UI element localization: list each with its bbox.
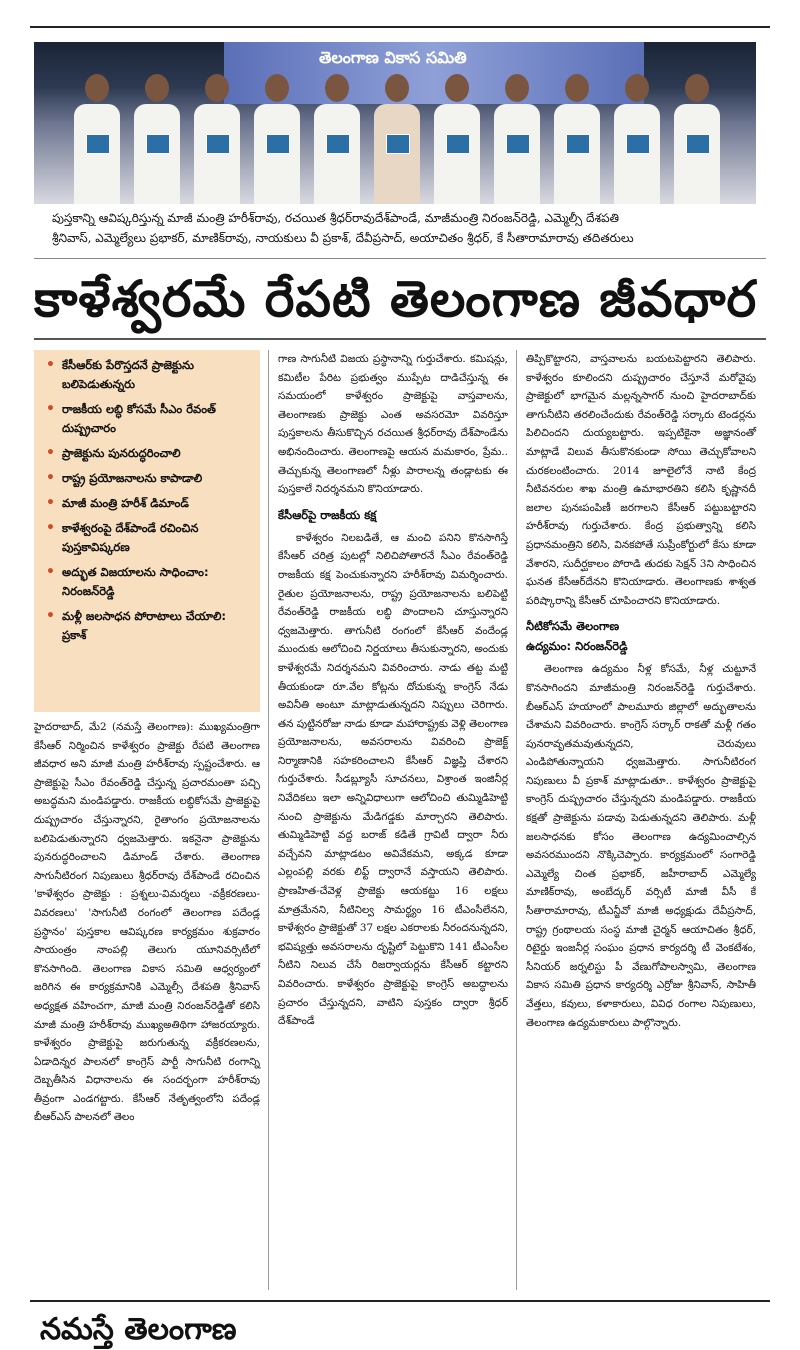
next-headline-cutoff: నమస్తే తెలంగాణ <box>40 1312 237 1347</box>
article-paragraph: కాళేశ్వరం నిలబడితే, ఆ మంచి పనిని కొనసాగిస్తే కేసీఆర్ చరిత్ర పుటల్లో నిలిచిపోతారనే సీఎం రేవంత్‌రెడ్డి రాజకీయ కక్ష పెంచుకున్నారని హరీశ్‌రావు విమర్శించారు. రైతుల ప్రయోజనాలను, రాష్ట్ర ప్రయోజనాలను బలిపెట్టి రేవంత్‌రెడ్డి రాజకీయ లబ్ధి పొందాలని చూస్తున్నారని ధ్వజమెత్తారు. తాగునీటి రంగంలో కేసీఆర్ వందేండ్ల ముందుకు ఆలోచించి నిర్ణయాలు తీసుకున్నారని, అందుకు కాళేశ్వరమే నిదర్శనమని వివరించారు. నాడు తట్ట మట్టి తీయకుండా రూ.వేల కోట్లను దోచుకున్న కాంగ్రెస్ నేడు అవినీతి అంటూ మాట్లాడుతున్నదని నిప్పులు చెరిగారు. తన పుట్టినరోజు నాడు కూడా మహారాష్ట్రకు వెళ్లి తెలంగాణ ప్రయోజనాలను, అవసరాలను వివరించి ప్రాజెక్ట్ నిర్మాణానికి సహకరించాలని కేసీఆర్ విజ్ఞప్తి చేశారని గుర్తుచేశారు. సీడబ్ల్యూసీ సూచనలు, విశ్రాంత ఇంజినీర్ల నివేదికలు ఇలా అన్నివిధాలుగా ఆలోచించి తుమ్మిడిహెట్టి నుంచి ప్రాజెక్టును మేడిగడ్డకు మార్చారని తెలిపారు. తుమ్మిడిహెట్టి వద్ద బరాజ్ కడితే గ్రావిటీ ద్వారా నీరు వచ్చేవని మాట్లాడటం అవివేకమని, అక్కడ కూడా ఎల్లంపల్లి వరకు లిఫ్ట్ ద్వారానే వస్తాయని తెలిపారు. ప్రాణహిత-చేవెళ్ల ప్రాజెక్టు ఆయకట్టు 16 లక్షలు మాత్రమేనని, నీటినిల్వ సామర్థ్యం 16 టీఎంసీలేనని, కాళేశ్వరం ప్రాజెక్టుతో 37 లక్షల ఎకరాలకు నీరందనున్నదని, భవిష్యత్తు అవసరాలను దృష్టిలో పెట్టుకొని 141 టీఎంసీల నీటిని నిలువ చేసే రిజర్వాయర్లను కేసీఆర్ కట్టారని వివరించారు. కాళేశ్వరం ప్రాజెక్టుపై కాంగ్రెస్ అబద్ధాలను ప్రచారం చేస్తున్నదని, వాటిని పుస్తకం ద్వారా శ్రీధర్ దేశ్‌పాండే <box>278 531 508 1028</box>
caption-line-2: శ్రీనివాస్, ఎమ్మెల్యేలు ప్రభాకర్, మాణిక్‌రావు, నాయకులు వీ ప్రకాశ్, దేవీప్రసాద్, అయాచితం శ్రీధర్, కే సీతారామారావు తదితరులు <box>52 231 634 245</box>
article-paragraph: తెలంగాణ ఉద్యమం నీళ్ల కోసమే, నీళ్ల చుట్టూనే కొనసాగిందని మాజీమంత్రి నిరంజన్‌రెడ్డి గుర్తుచేశారు. బీఆర్‌ఎస్ హయాంలో పాలమూరు జిల్లాలో అద్భుతాలను చేశామని వివరించారు. కాంగ్రెస్ సర్కార్ రాకతో మళ్లీ గతం పునరావృతమవుతున్నదని, చెరువులు ఎండిపోతున్నాయని ధ్వజమెత్తారు. సాగునీటిరంగ నిపుణులు వీ ప్రకాశ్ మాట్లాడుతూ.. కాళేశ్వరం ప్రాజెక్టుపై కాంగ్రెస్ దుష్ప్రచారం చేస్తున్నదని మండిపడ్డారు. రాజకీయ కక్షతో ప్రాజెక్టును పడావు పెడుతున్నదని తెలిపారు. మళ్లీ జలసాధనకు కోసం తెలంగాణ ఉద్యమించాల్సిన అవసరముందని నొక్కిచెప్పారు. కార్యక్రమంలో సంగారెడ్డి ఎమ్మెల్యే చింత ప్రభాకర్, జహీరాబాద్ ఎమ్మెల్యే మాణిక్‌రావు, అంబేద్కర్ వర్సిటీ మాజీ వీసీ కే సీతారామారావు, టీఎన్జీవో మాజీ అధ్యక్షుడు దేవీప్రసాద్, రాష్ట్ర గ్రంథాలయ సంస్థ మాజీ చైర్మన్ ఆయాచితం శ్రీధర్, రిటైర్డు ఇంజనీర్ల సంఘం ప్రధాన కార్యదర్శి టీ వెంకటేశం, సీనియర్ జర్నలిస్టు పీ వేణుగోపాలస్వామి, తెలంగాణ వికాస సమితి ప్రధాన కార్యదర్శి ఎర్రోజు శ్రీనివాస్, సాహితీ వేత్తలు, కవులు, కళాకారులు, వివిధ రంగాల నిపుణులు, తెలంగాణ ఉద్యమకారులు పాల్గొన్నారు. <box>526 663 756 1029</box>
article-column-3 <box>526 350 756 1296</box>
highlight-item: • మాజీ మంత్రి హరీశ్ డిమాండ్ <box>46 494 252 513</box>
highlight-item: • కాళేశ్వరంపై దేశ్‌పాండే రచించిన పుస్తకావిష్కరణ <box>46 519 252 557</box>
event-photo <box>34 42 756 204</box>
headline-rule <box>34 338 766 340</box>
article-paragraph: హైదరాబాద్, మే2 (నమస్తే తెలంగాణ): ముఖ్యమంత్రిగా కేసీఆర్ నిర్మించిన కాళేశ్వరం ప్రాజెక్టు రేపటి తెలంగాణ జీవధార అని మాజీ మంత్రి హరీశ్‌రావు స్పష్టంచేశారు. ఆ ప్రాజెక్టుపై సీఎం రేవంత్‌రెడ్డి చేస్తున్న ప్రచారమంతా పచ్చి అబద్ధమని మండిపడ్డారు. రాజకీయ లబ్ధికోసమే ప్రాజెక్టుపై దుష్ప్రచారం చేస్తున్నారని, రైతాంగం ప్రయోజనాలను బలిపెడుతున్నారని ధ్వజమెత్తారు. ఇకనైనా ప్రాజెక్టును పునరుద్ధరించాలని డిమాండ్ చేశారు. తెలంగాణ సాగునీటిరంగ నిపుణులు శ్రీధర్‌రావు దేశ్‌పాండే రచించిన 'కాళేశ్వరం ప్రాజెక్టు : ప్రశ్నలు-విమర్శలు -వక్రీకరణలు-వివరణలు' 'సాగునీటి రంగంలో తెలంగాణ పదేండ్ల ప్రస్థానం' పుస్తకాల ఆవిష్కరణ కార్యక్రమం శుక్రవారం సాయంత్రం నాంపల్లి తెలుగు యూనివర్సిటీలో కొనసాగింది. తెలంగాణ వికాస సమితి ఆధ్వర్యంలో జరిగిన ఈ కార్యక్రమానికి ఎమ్మెల్సీ దేశపతి శ్రీనివాస్ అధ్యక్షత వహించగా, మాజీ మంత్రి నిరంజన్‌రెడ్డితో కలిసి మాజీ మంత్రి హరీశ్‌రావు ముఖ్యఅతిథిగా హాజరయ్యారు. కాళేశ్వరం ప్రాజెక్టుపై జరుగుతున్న వక్రీకరణలను, ఏడాదిన్నర పాలనలో కాంగ్రెస్ పార్టీ సాగునీటి రంగాన్ని దెబ్బతీసిన విధానాలను ఈ సందర్భంగా హరీశ్‌రావు తీవ్రంగా ఎండగట్టారు. కేసీఆర్ నేతృత్వంలోని పదేండ్ల బీఆర్‌ఎస్ పాలనలో తెలం <box>34 721 260 1124</box>
highlight-item: • ప్రాజెక్టును పునరుద్ధరించాలి <box>46 444 252 463</box>
highlight-item: • రాజకీయ లబ్ధి కోసమే సీఎం రేవంత్ దుష్ప్రచారం <box>46 400 252 438</box>
subheading: ఉద్యమం: నిరంజన్‌రెడ్డి <box>526 639 628 654</box>
article-column-1 <box>34 718 260 1296</box>
highlight-item: • కేసీఆర్‌కు పేరొస్తదనే ప్రాజెక్టును బలిపెడుతున్నరు <box>46 356 252 394</box>
highlight-item: • రాష్ట్ర ప్రయోజనాలను కాపాడాలి <box>46 469 252 488</box>
article-paragraph: తిప్పికొట్టారని, వాస్తవాలను బయటపెట్టారని తెలిపారు. కాళేశ్వరం కూలిందని దుష్ప్రచారం చేస్తూనే మరోవైపు ప్రాజెక్టులో భాగమైన మల్లన్నసాగర్ నుంచి హైదరాబాద్‌కు తాగునీటిని తరలించేందుకు రేవంత్‌రెడ్డి సర్కారు టెండర్లను పిలిచిందని దుయ్యబట్టారు. ఇప్పటికైనా అజ్ఞానంతో మాట్లాడే విలువ తీసుకొనకుండా సోయి తెచ్చుకోవాలని చురకలంటించారు. 2014 జూలైలోనే నాటి కేంద్ర నీటివనరుల శాఖ మంత్రి ఉమాభారతిని కలిసి కృష్ణానదీ జలాల పునఃపంపిణీ జరగాలని కేసీఆర్ పట్టుబట్టారని హరీశ్‌రావు గుర్తుచేశారు. కేంద్ర ప్రభుత్వాన్ని కలిసి ప్రధానమంత్రిని కలిసి, వినకపోతే సుప్రీంకోర్టులో కేసు కూడా వేశారని, సుదీర్ఘకాలం పోరాడి తుదకు సెక్షన్ 3ని సాధించిన ఘనత కేసీఆర్‌దేనని కొనియాడారు. తెలంగాణకు శాశ్వత పరిష్కారాన్ని కేసీఆర్ చూపించారని కొనియాడారు. <box>526 353 756 607</box>
highlight-item: • మళ్లీ జలసాధన పోరాటాలు చేయాలి: ప్రకాశ్ <box>46 607 252 645</box>
subheading: కేసీఆర్‌పై రాజకీయ కక్ష <box>278 507 377 522</box>
subheading: నీటికోసమే తెలంగాణ <box>526 619 620 634</box>
headline: కాళేశ్వరమే రేపటి తెలంగాణ జీవధార <box>34 270 758 328</box>
caption-line-1: పుస్తకాన్ని ఆవిష్కరిస్తున్న మాజీ మంత్రి హరీశ్‌రావు, రచయిత శ్రీధర్‌రావుదేశ్‌పాండే, మాజీమంత్రి నిరంజన్‌రెడ్డి, ఎమ్మెల్సీ దేశపతి <box>52 211 620 225</box>
caption-rule <box>34 258 766 259</box>
highlight-item: • అద్భుత విజయాలను సాధించాం: నిరంజన్‌రెడ్డి <box>46 563 252 601</box>
article-column-2 <box>278 350 508 1296</box>
column-divider <box>268 350 269 1290</box>
bottom-rule <box>30 1300 770 1302</box>
banner-text: తెలంగాణ వికాస సమితి <box>319 48 467 67</box>
article-paragraph: గాణ సాగునీటి విజయ ప్రస్థానాన్ని గుర్తుచేశారు. కమిషన్లు, కమిటీల పేరిట ప్రభుత్వం ముప్పేట దాడిచేస్తున్న ఈ సమయంలో కాళేశ్వరం ప్రాజెక్టుపై వాస్తవాలను, తెలంగాణకు ప్రాజెక్టు ఎంత అవసరమో వివరిస్తూ పుస్తకాలను తీసుకొచ్చిన రచయిత శ్రీధర్‌రావు దేశ్‌పాండేను అభినందించారు. తెలంగాణపై ఆయన మమకారం, ప్రేమ.. తెచ్చుకున్న తెలంగాణలో నీళ్లు పారాలన్న తండ్లాటకు ఈ పుస్తకాలే నిదర్శనమని కొనియాడారు. <box>278 353 508 496</box>
column-divider <box>516 350 517 1290</box>
photo-caption <box>52 208 752 248</box>
highlights-box <box>34 350 260 712</box>
top-rule <box>30 26 770 28</box>
